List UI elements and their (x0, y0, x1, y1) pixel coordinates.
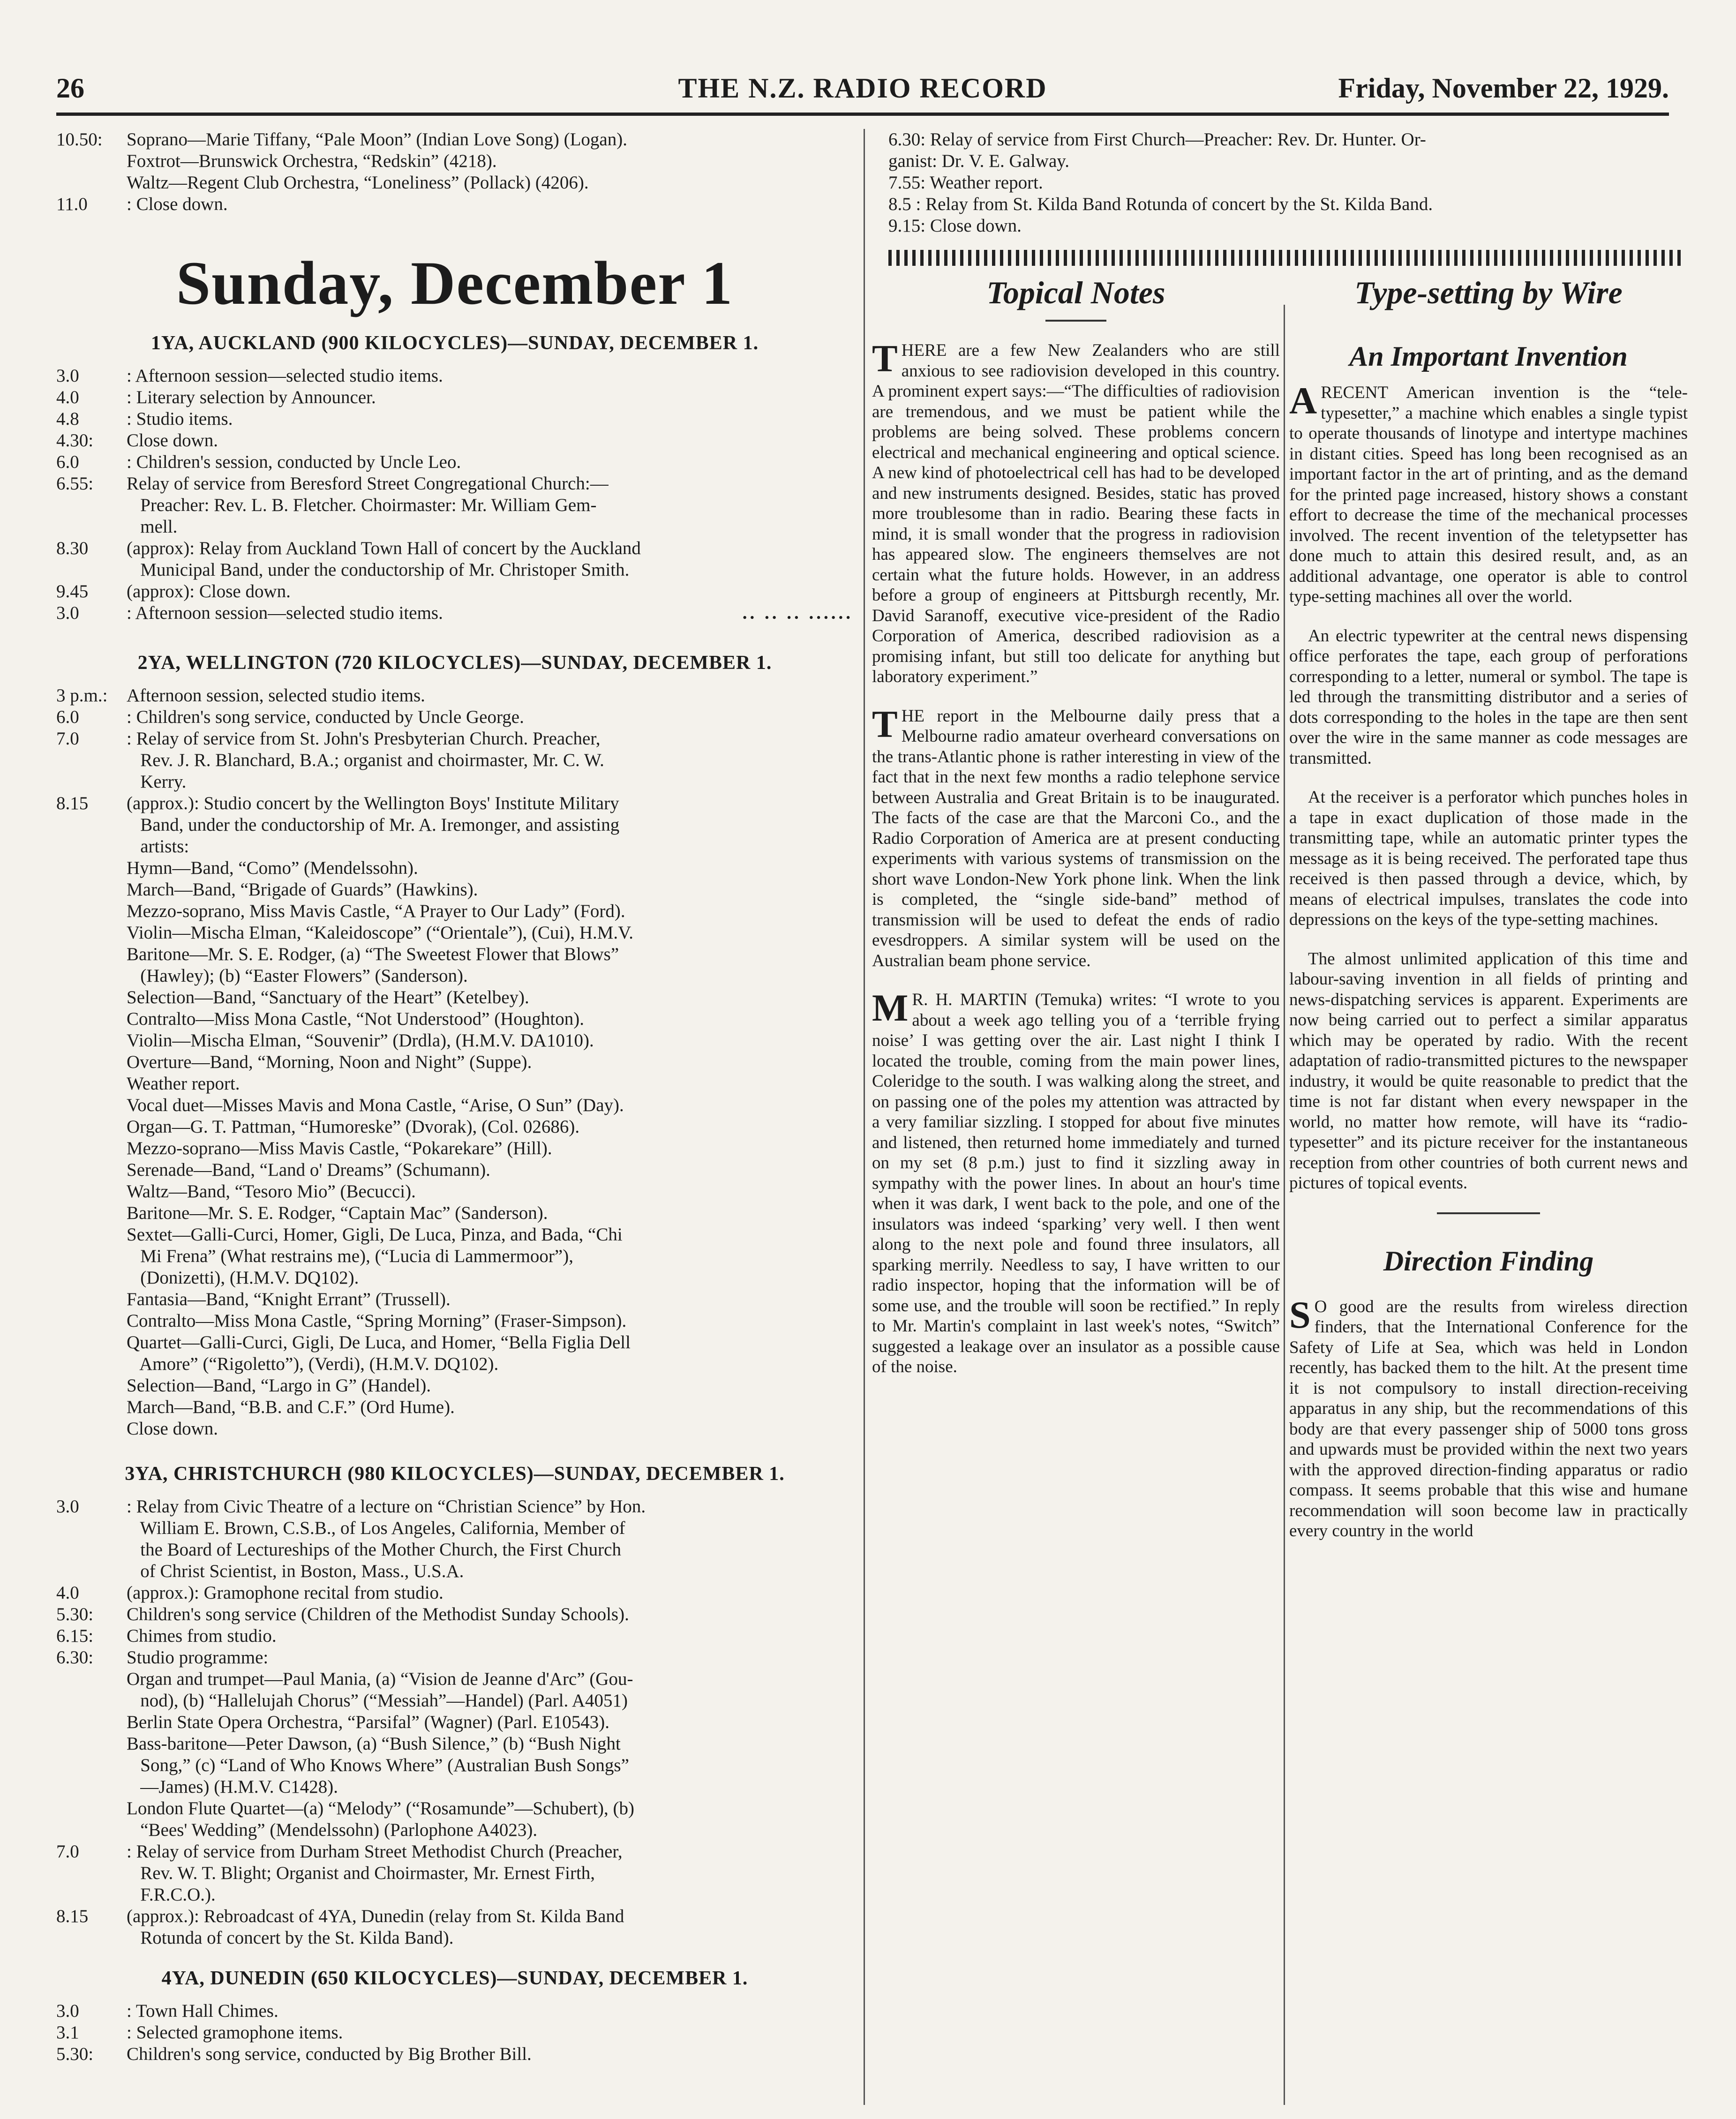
programme-line: Studio programme: (127, 1647, 269, 1668)
programme-time: 5.30: (56, 2044, 94, 2064)
programme-detail (127, 451, 853, 473)
programme-entry (56, 2000, 853, 2022)
programme-detail (127, 473, 853, 538)
previous-programme (56, 129, 853, 215)
programme-entry (56, 581, 853, 602)
studio-item: Bass-baritone—Peter Dawson, (a) “Bush Silence,” (b) “Bush Night (127, 1734, 621, 1754)
programme-line: artists: (127, 836, 189, 857)
station-heading-2ya: 2YA, WELLINGTON (720 KILOCYCLES)—SUNDAY, DECEMBER 1. (137, 652, 772, 674)
article-paragraph (872, 702, 1280, 971)
programme-detail (127, 1841, 853, 1906)
programme-detail (127, 706, 853, 728)
programme-time: 3 p.m.: (56, 685, 108, 706)
concert-item: Close down. (127, 1419, 218, 1439)
programme-detail (127, 728, 853, 793)
programme-line: (approx): Relay from Auckland Town Hall of concert by the Auckland (127, 538, 641, 558)
programme-line: Preacher: Rev. L. B. Fletcher. Choirmaster: Mr. William Gem- (127, 495, 597, 515)
programme-detail (127, 1604, 853, 1625)
programme-detail (127, 408, 853, 430)
programme-time: 4.0 (56, 1583, 79, 1603)
concert-item: Mezzo-soprano, Miss Mavis Castle, “A Prayer to Our Lady” (Ford). (127, 901, 625, 921)
drop-cap: M (872, 986, 909, 1029)
article-paragraph (872, 337, 1280, 687)
programme-line: Close down. (127, 430, 218, 451)
concert-item: Vocal duet—Misses Mavis and Mona Castle, “Arise, O Sun” (Day). (127, 1095, 624, 1115)
programme-detail (127, 1582, 853, 1604)
programme-entry (56, 365, 853, 387)
concert-item: (Hawley); (b) “Easter Flowers” (Sanderson). (127, 966, 468, 986)
programme-time: 5.30: (56, 1604, 94, 1624)
programme-line: Kerry. (127, 772, 187, 792)
article-paragraph (1289, 379, 1688, 607)
programme-time: 6.30: (56, 1647, 94, 1668)
drop-cap: A (1289, 379, 1317, 422)
station-heading-4ya: 4YA, DUNEDIN (650 KILOCYCLES)—SUNDAY, DECEMBER 1. (161, 1968, 748, 1989)
drop-cap: T (872, 337, 898, 380)
programme-entry (56, 408, 853, 430)
programme-time: 10.50: (56, 129, 103, 150)
publication-title: THE N.Z. RADIO RECORD (678, 73, 1047, 104)
typesetting-body (1289, 379, 1688, 1194)
programme-entry (56, 1582, 853, 1604)
programme-line: Relay of service from Beresford Street Congregational Church:— (127, 473, 609, 494)
concert-item: Selection—Band, “Largo in G” (Handel). (127, 1375, 431, 1396)
programme-time: 3.0 (56, 366, 79, 386)
programme-line: the Board of Lectureships of the Mother Church, the First Church (127, 1540, 621, 1560)
typesetting-subtitle: An Important Invention (1349, 341, 1628, 372)
programme-detail (127, 2022, 853, 2044)
programme-line: : Relay from Civic Theatre of a lecture on “Christian Science” by Hon. (127, 1496, 646, 1517)
programme-line: : Town Hall Chimes. (127, 2001, 278, 2021)
day-title: Sunday, December 1 (176, 248, 734, 317)
page-header (56, 70, 1669, 116)
programme-line: Foxtrot—Brunswick Orchestra, “Redskin” (4218). (127, 151, 497, 171)
concert-item: Waltz—Band, “Tesoro Mio” (Becucci). (127, 1181, 416, 1202)
article-paragraph (1289, 949, 1688, 1194)
topical-notes-column (872, 272, 1280, 1396)
article-paragraph (1289, 1293, 1688, 1541)
programme-line: : Children's session, conducted by Uncle Leo. (127, 452, 461, 472)
studio-item: London Flute Quartet—(a) “Melody” (“Rosamunde”—Schubert), (b) (127, 1798, 635, 1818)
programme-line: Soprano—Marie Tiffany, “Pale Moon” (Indian Love Song) (Logan). (127, 129, 627, 150)
programme-line: William E. Brown, C.S.B., of Los Angeles, California, Member of (127, 1518, 625, 1538)
programme-line: : Children's song service, conducted by Uncle George. (127, 707, 524, 727)
studio-item: Song,” (c) “Land of Who Knows Where” (Australian Bush Songs” (127, 1755, 629, 1775)
programme-line: 8.5 : Relay from St. Kilda Band Rotunda of concert by the St. Kilda Band. (888, 194, 1433, 214)
article-paragraph (872, 986, 1280, 1377)
decorative-rule (888, 250, 1685, 266)
concert-item: Baritone—Mr. S. E. Rodger, “Captain Mac” (Sanderson). (127, 1203, 548, 1223)
programme-line: of Christ Scientist, in Boston, Mass., U.S.A. (127, 1561, 464, 1581)
concert-item: Quartet—Galli-Curci, Gigli, De Luca, and Homer, “Bella Figlia Dell (127, 1332, 631, 1353)
programme-line: F.R.C.O.). (127, 1885, 216, 1905)
concert-item: Contralto—Miss Mona Castle, “Not Understood” (Houghton). (127, 1009, 584, 1029)
programme-time: 8.15 (56, 793, 89, 813)
programme-line: 9.15: Close down. (888, 216, 1022, 236)
article-paragraph (1289, 626, 1688, 769)
programme-detail (127, 2044, 853, 2065)
typesetting-title: Type-setting by Wire (1354, 275, 1623, 310)
programme-entry (56, 685, 853, 706)
programme-line: (approx): Close down. (127, 581, 291, 601)
station-3ya-studio-list (56, 1668, 853, 1841)
programme-line: 7.55: Weather report. (888, 173, 1043, 193)
programme-entry (56, 1625, 853, 1647)
station-1ya-programme (56, 365, 853, 624)
programme-entry (56, 793, 853, 857)
programme-detail (127, 387, 853, 408)
programme-time: 6.0 (56, 707, 79, 727)
programme-time: 11.0 (56, 194, 88, 214)
programme-column (56, 129, 853, 2065)
programme-time: 6.15: (56, 1626, 94, 1646)
typesetting-column (1289, 272, 1688, 1560)
previous-programme-continued (888, 129, 1685, 282)
programme-entry (56, 706, 853, 728)
programme-entry (56, 1604, 853, 1625)
programme-time: 7.0 (56, 729, 79, 749)
concert-item: Baritone—Mr. S. E. Rodger, (a) “The Sweetest Flower that Blows” (127, 944, 619, 964)
programme-line: Children's song service, conducted by Big Brother Bill. (127, 2044, 532, 2064)
station-heading-3ya: 3YA, CHRISTCHURCH (980 KILOCYCLES)—SUNDAY, DECEMBER 1. (125, 1463, 785, 1485)
issue-date: Friday, November 22, 1929. (1338, 73, 1669, 104)
paragraph-text: The almost unlimited application of this time and labour-saving invention in all fields of printing and news-dispatching services is apparent. Experiments are now being carried out to perfect a similar apparatus which may be operated by radio. With the recent adaptation of radio-transmitted pictures to the newspaper industry, it would be quite reasonable to predict that the time is not far distant when every newspaper in the world, no matter how remote, will have its “radio-typesetter” and its picture receiver for the instantaneous reception from other countries of both current news and pictures of topical events. (1289, 949, 1688, 1193)
concert-item: Violin—Mischa Elman, “Souvenir” (Drdla), (H.M.V. DA1010). (127, 1030, 594, 1051)
programme-entry (56, 451, 853, 473)
paragraph-text: O good are the results from wireless direction finders, that the International Conference for the Safety of Life at Sea, which was held in London recently, has backed them to the hilt. At the present time it is not compulsory to install direction-receiving apparatus in any ship, but the recommendations of this body are that every passenger ship of 5000 tons gross and upwards must be provided within the next two years with the approved direction-finding apparatus or radio compass. It seems probable that this wise and humane recommendation will soon become law in practically every country in the world (1289, 1297, 1688, 1540)
programme-line: Rev. W. T. Blight; Organist and Choirmaster, Mr. Ernest Firth, (127, 1863, 595, 1883)
programme-line: Municipal Band, under the conductorship of Mr. Christoper Smith. (127, 560, 630, 580)
programme-time: 3.0 (56, 603, 79, 623)
programme-line: : Relay of service from Durham Street Methodist Church (Preacher, (127, 1841, 623, 1862)
concert-item: Serenade—Band, “Land o' Dreams” (Schumann). (127, 1160, 490, 1180)
programme-entry (56, 2044, 853, 2065)
programme-line: : Studio items. (127, 409, 233, 429)
topical-notes-body (872, 337, 1280, 1377)
section-rule (1437, 1212, 1540, 1214)
programme-time: 4.30: (56, 430, 94, 451)
programme-line: Rotunda of concert by the St. Kilda Band). (127, 1928, 454, 1948)
page-number: 26 (56, 73, 84, 104)
programme-line: Children's song service (Children of the Methodist Sunday Schools). (127, 1604, 629, 1624)
station-heading-1ya: 1YA, AUCKLAND (900 KILOCYCLES)—SUNDAY, DECEMBER 1. (150, 332, 759, 354)
programme-entry (56, 473, 853, 538)
station-4ya-programme (56, 2000, 853, 2065)
paragraph-text: An electric typewriter at the central news dispensing office perforates the tape, each group of perforations corresponding to a letter, numeral or symbol. The tape is led through the transmitting distributor and a series of dots corresponding to the holes in the tape are then sent over the wire in the same manner as code messages are transmitted. (1289, 626, 1688, 768)
direction-finding-title: Direction Finding (1383, 1245, 1594, 1277)
programme-line: Rev. J. R. Blanchard, B.A.; organist and choirmaster, Mr. C. W. (127, 750, 604, 770)
drop-cap: S (1289, 1293, 1311, 1336)
programme-line: mell. (127, 517, 178, 537)
studio-item: “Bees' Wedding” (Mendelssohn) (Parlophone A4023). (127, 1820, 538, 1840)
programme-line: Waltz—Regent Club Orchestra, “Loneliness” (Pollack) (4206). (127, 173, 589, 193)
programme-detail (127, 1496, 853, 1582)
programme-detail (127, 2000, 853, 2022)
drop-cap: T (872, 702, 898, 745)
station-3ya-programme-late (56, 1841, 853, 1949)
programme-time: 8.30 (56, 538, 89, 558)
programme-detail (127, 602, 853, 624)
concert-item: Fantasia—Band, “Knight Errant” (Trussell). (127, 1289, 451, 1309)
programme-line: Band, under the conductorship of Mr. A. Iremonger, and assisting (127, 815, 620, 835)
programme-detail (127, 1625, 853, 1647)
previous-programme-lines (888, 129, 1685, 237)
studio-item: Organ and trumpet—Paul Mania, (a) “Vision de Jeanne d'Arc” (Gou- (127, 1669, 633, 1689)
programme-line: (approx.): Rebroadcast of 4YA, Dunedin (relay from St. Kilda Band (127, 1906, 624, 1926)
programme-time: 7.0 (56, 1841, 79, 1862)
concert-item: Organ—G. T. Pattman, “Humoreske” (Dvorak), (Col. 02686). (127, 1117, 580, 1137)
programme-detail (127, 793, 853, 857)
programme-time: 6.0 (56, 452, 79, 472)
programme-line: : Close down. (127, 194, 228, 214)
column-divider (1284, 305, 1285, 2105)
topical-notes-title: Topical Notes (986, 275, 1165, 310)
article-paragraph (1289, 787, 1688, 930)
concert-item: Sextet—Galli-Curci, Homer, Gigli, De Luca, Pinza, and Bada, “Chi (127, 1225, 623, 1245)
programme-entry (56, 1906, 853, 1949)
programme-detail (127, 685, 853, 706)
programme-entry (56, 1841, 853, 1906)
programme-detail (127, 1906, 853, 1949)
programme-detail (127, 538, 853, 581)
concert-item: Mi Frena” (What restrains me), (“Lucia di Lammermoor”), (127, 1246, 573, 1266)
paragraph-text: At the receiver is a perforator which punches holes in a tape in exact duplication of those made in the transmitting tape, while an automatic printer types the message as it is being received. The perforated tape thus received is then passed through a device, which, by means of electrical impulses, translates the code into depressions on the keys of the type-setting machines. (1289, 788, 1688, 929)
station-2ya-concert-list (56, 857, 853, 1440)
concert-item: March—Band, “Brigade of Guards” (Hawkins). (127, 879, 478, 900)
paragraph-text: HERE are a few New Zealanders who are still anxious to see radiovision developed in this country. A prominent expert says:—“The difficulties of radiovision are tremendous, and we must be patient while the problems are being solved. These problems concern electrical and mechanical engineering and optical science. A new kind of photoelectrical cell has had to be developed and new instruments designed. Besides, static has proved more troublesome than in radio. Bearing these facts in mind, it is small wonder that the progress in radiovision has appeared slow. The engineers themselves are not certain what the future holds. However, in an address before a group of engineers at Pittsburgh recently, Mr. David Saranoff, executive vice-president of the Radio Corporation of America, described radiovision as a promising infant, but still too delicate for anything but laboratory experiment.” (872, 341, 1280, 686)
programme-detail (127, 194, 853, 215)
programme-entry (56, 129, 853, 194)
concert-item: March—Band, “B.B. and C.F.” (Ord Hume). (127, 1397, 455, 1417)
programme-entry (56, 1496, 853, 1582)
concert-item: Violin—Mischa Elman, “Kaleidoscope” (“Orientale”), (Cui), H.M.V. (127, 923, 634, 943)
programme-time: 9.45 (56, 581, 89, 601)
direction-finding-body (1289, 1293, 1688, 1541)
programme-detail (127, 365, 853, 387)
programme-line: : Relay of service from St. John's Presbyterian Church. Preacher, (127, 729, 601, 749)
programme-entry (56, 538, 853, 581)
paragraph-text: R. H. MARTIN (Temuka) writes: “I wrote to you about a week ago telling you of a ‘terrible frying noise’ I was getting over the air. Last night I think I located the trouble, coming from the main power lines, Coleridge to the south. I was walking along the street, and on passing one of the poles my attention was attracted by a very familiar sizzling. I stopped for about five minutes and listened, then returned home immediately and turned on my set (8 p.m.) just to find it sizzling away in sympathy with the power lines. In about an hour's time when it was dark, I went back to the pole, and one of the insulators was indeed ‘sparking’ very well. I then went along to the next pole and found three insulators, all sparking merrily. Needless to say, I have written to our radio inspector, hoping that the information will be of some use, and the trouble will soon be rectified.” In reply to Mr. Martin's complaint in last week's notes, “Switch” suggested a leakage over an insulator as a possible cause of the noise. (872, 990, 1280, 1376)
concert-item: Overture—Band, “Morning, Noon and Night” (Suppe). (127, 1052, 532, 1072)
programme-line: Chimes from studio. (127, 1626, 277, 1646)
leader-dots: .. .. .. ...... (742, 603, 853, 623)
programme-line: : Literary selection by Announcer. (127, 387, 376, 407)
concert-item: Amore” (“Rigoletto”), (Verdi), (H.M.V. DQ102). (127, 1354, 499, 1374)
concert-item: Contralto—Miss Mona Castle, “Spring Morning” (Fraser-Simpson). (127, 1311, 627, 1331)
programme-time: 4.8 (56, 409, 79, 429)
station-2ya-programme (56, 685, 853, 857)
station-3ya-programme (56, 1496, 853, 1668)
programme-detail (127, 1647, 853, 1668)
programme-entry (56, 387, 853, 408)
paragraph-text: RECENT American invention is the “tele-typesetter,” a machine which enables a single typist to operate thousands of linotype and intertype machines in distant cities. Speed has long been recognised as an important factor in the art of printing, and as the demand for the printed page increased, history shows a constant effort to decrease the time of the mechanical processes involved. The recent invention of the teletypsetter has done much to attain this desired result, and, as an additional advantage, one operator is able to control type-setting machines all over the world. (1289, 383, 1688, 606)
programme-entry (56, 1647, 853, 1668)
concert-item: (Donizetti), (H.M.V. DQ102). (127, 1268, 359, 1288)
programme-entry (56, 430, 853, 451)
concert-item: Weather report. (127, 1074, 240, 1094)
programme-entry (56, 2022, 853, 2044)
studio-item: —James) (H.M.V. C1428). (127, 1777, 338, 1797)
studio-item: Berlin State Opera Orchestra, “Parsifal” (Wagner) (Parl. E10543). (127, 1712, 609, 1732)
programme-line: : Afternoon session—selected studio items. (127, 366, 443, 386)
programme-detail (127, 129, 853, 194)
programme-entry (56, 728, 853, 793)
programme-line: : Afternoon session—selected studio items. .. .. .. ...... (127, 603, 853, 623)
concert-item: Hymn—Band, “Como” (Mendelssohn). (127, 858, 418, 878)
programme-time: 3.1 (56, 2022, 79, 2043)
programme-detail (127, 581, 853, 602)
programme-line: 6.30: Relay of service from First Church—Preacher: Rev. Dr. Hunter. Or- (888, 129, 1426, 150)
programme-time: 3.0 (56, 1496, 79, 1517)
title-rule (1045, 320, 1106, 322)
programme-line: Afternoon session, selected studio items. (127, 685, 425, 706)
programme-time: 3.0 (56, 2001, 79, 2021)
programme-line: ganist: Dr. V. E. Galway. (888, 151, 1070, 171)
paragraph-text: HE report in the Melbourne daily press that a Melbourne radio amateur overheard conversations on the trans-Atlantic phone is rather interesting in view of the fact that in the next few months a radio telephone service between Australia and Great Britain is to be inaugurated. The facts of the case are that the Marconi Co., and the Radio Corporation of America are at present conducting experiments with various systems of transmission on the short wave London-New York phone link. When the link is completed, the “single side-band” method of transmission will be used to defeat the ends of radio evesdroppers. A similar system will be used on the Australian beam phone service. (872, 706, 1280, 970)
programme-time: 8.15 (56, 1906, 89, 1926)
studio-item: nod), (b) “Hallelujah Chorus” (“Messiah”—Handel) (Parl. A4051) (127, 1691, 628, 1711)
programme-detail (127, 430, 853, 451)
concert-item: Mezzo-soprano—Miss Mavis Castle, “Pokarekare” (Hill). (127, 1138, 552, 1158)
programme-line: (approx.): Gramophone recital from studio. (127, 1583, 443, 1603)
programme-line: : Selected gramophone items. (127, 2022, 343, 2043)
concert-item: Selection—Band, “Sanctuary of the Heart” (Ketelbey). (127, 987, 529, 1007)
programme-time: 4.0 (56, 387, 79, 407)
programme-entry (56, 602, 853, 624)
column-divider (864, 129, 865, 2105)
programme-time: 6.55: (56, 473, 94, 494)
programme-line: (approx.): Studio concert by the Wellington Boys' Institute Military (127, 793, 619, 813)
programme-entry (56, 194, 853, 215)
